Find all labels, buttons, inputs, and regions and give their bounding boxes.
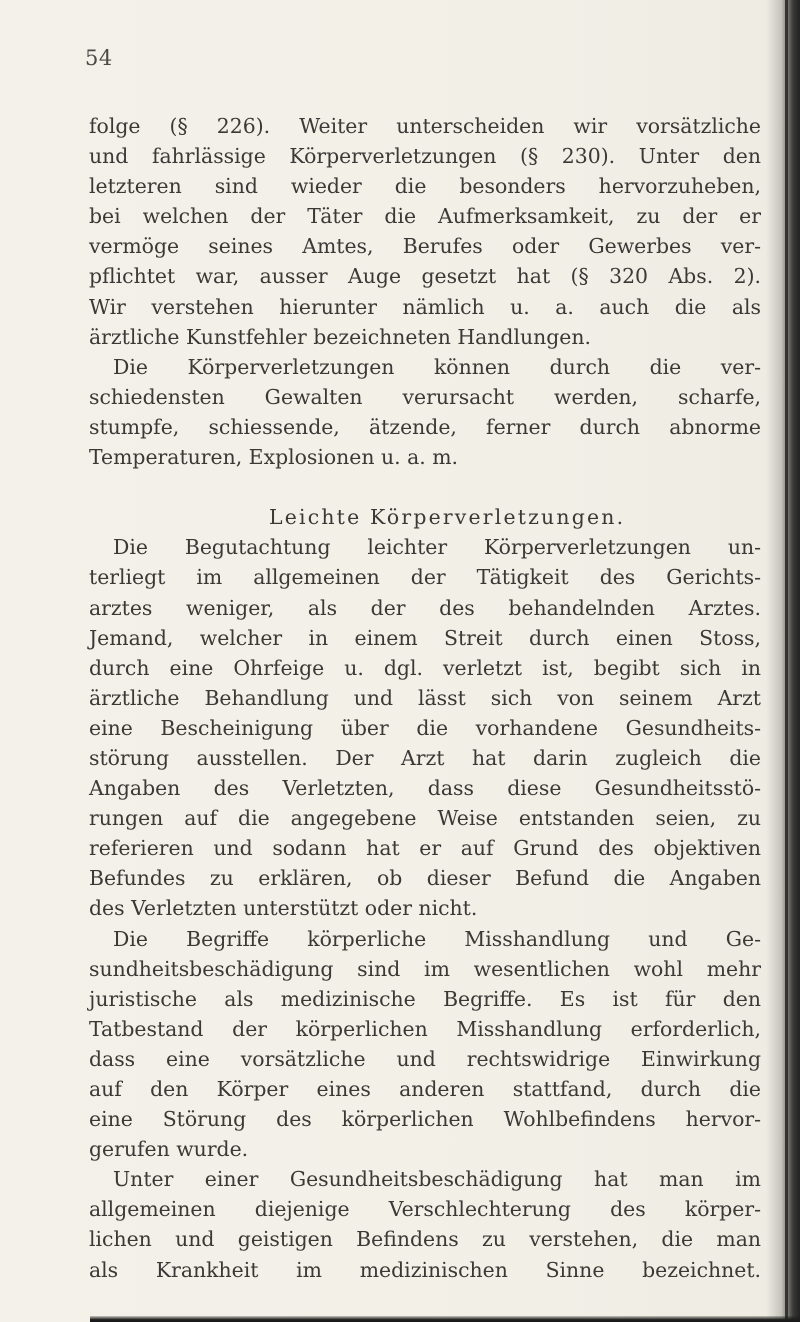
text-line: des Verletzten unterstützt oder nicht. xyxy=(89,896,478,921)
text-line: pflichtet war, ausser Auge gesetzt hat (§ 320 Abs. 2). xyxy=(89,264,761,289)
text-line: letzteren sind wieder die besonders hervorzuheben, xyxy=(89,174,761,199)
text-line: folge (§ 226). Weiter unterscheiden wir vorsätzliche xyxy=(89,114,761,138)
text-line: dass eine vorsätzliche und rechtswidrige Einwirkung xyxy=(89,1046,761,1071)
text-line: Befundes zu erklären, ob dieser Befund die Angaben xyxy=(89,866,761,891)
text-line: ärztliche Behandlung und lässt sich von seinem Arzt xyxy=(89,685,761,710)
text-line: referieren und sodann hat er auf Grund des objektiven xyxy=(89,836,761,861)
text-line: Temperaturen, Explosionen u. a. m. xyxy=(89,445,459,470)
text-line: Wir verstehen hierunter nämlich u. a. auch die als xyxy=(89,294,761,319)
text-line: eine Bescheinigung über die vorhandene Gesundheits- xyxy=(89,715,761,740)
text-line: ärztliche Kunstfehler bezeichneten Handlungen. xyxy=(89,324,591,349)
bottom-edge-rule xyxy=(90,1316,800,1322)
text-line: rungen auf die angegebene Weise entstanden seien, zu xyxy=(89,806,761,831)
text-line: Die Körperverletzungen können durch die ver- xyxy=(113,354,761,379)
text-line: vermöge seines Amtes, Berufes oder Gewerbes ver- xyxy=(89,234,761,259)
text-line: störung ausstellen. Der Arzt hat darin zugleich die xyxy=(89,745,761,770)
text-line: sundheitsbeschädigung sind im wesentlichen wohl mehr xyxy=(89,956,761,981)
text-line: als Krankheit im medizinischen Sinne bezeichnet. xyxy=(89,1257,761,1282)
text-line: gerufen wurde. xyxy=(89,1137,249,1162)
text-line: auf den Körper eines anderen stattfand, durch die xyxy=(89,1077,761,1101)
section-heading: Leichte Körperverletzungen. xyxy=(269,505,626,530)
body-text xyxy=(89,111,761,1285)
text-line: und fahrlässige Körperverletzungen (§ 230). Unter den xyxy=(89,144,761,169)
page-edge-line xyxy=(785,0,788,1322)
text-line: stumpfe, schiessende, ätzende, ferner durch abnorme xyxy=(89,414,761,439)
text-line: Angaben des Verletzten, dass diese Gesundheitsstö- xyxy=(89,776,761,801)
text-line: Die Begriffe körperliche Misshandlung und Ge- xyxy=(113,926,761,951)
blank-line xyxy=(89,472,761,502)
text-line: lichen und geistigen Befindens zu verstehen, die man xyxy=(89,1227,761,1252)
text-line: Jemand, welcher in einem Streit durch einen Stoss, xyxy=(89,625,761,650)
text-line: juristische als medizinische Begriffe. Es ist für den xyxy=(89,986,761,1011)
text-line: Unter einer Gesundheitsbeschädigung hat man im xyxy=(113,1167,761,1192)
text-line: Die Begutachtung leichter Körperverletzungen un- xyxy=(113,535,761,560)
text-line: allgemeinen diejenige Verschlechterung des körper- xyxy=(89,1197,761,1222)
text-line: arztes weniger, als der des behandelnden Arztes. xyxy=(89,595,761,620)
text-line: terliegt im allgemeinen der Tätigkeit des Gerichts- xyxy=(89,565,761,590)
text-line: schiedensten Gewalten verursacht werden, scharfe, xyxy=(89,384,761,409)
text-line: bei welchen der Täter die Aufmerksamkeit, zu der er xyxy=(89,204,761,229)
page-number: 54 xyxy=(85,46,113,70)
text-line: durch eine Ohrfeige u. dgl. verletzt ist, begibt sich in xyxy=(89,655,761,680)
text-line: Tatbestand der körperlichen Misshandlung erforderlich, xyxy=(89,1016,761,1041)
text-line: eine Störung des körperlichen Wohlbefindens hervor- xyxy=(89,1107,761,1132)
page-edge-shadow xyxy=(766,0,800,1322)
